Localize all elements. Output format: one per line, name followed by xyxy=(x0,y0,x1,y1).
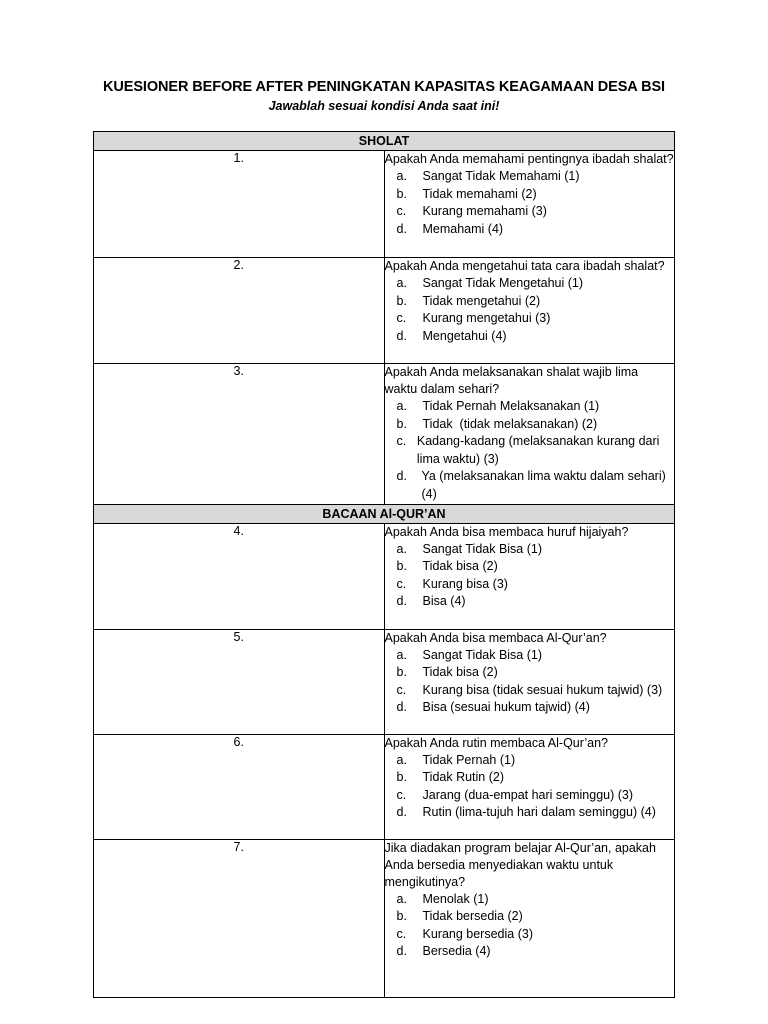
option-text: Tidak Pernah (1) xyxy=(422,752,516,767)
option-letter: b. xyxy=(396,416,407,431)
answer-option[interactable] xyxy=(385,804,675,822)
answer-option[interactable] xyxy=(385,221,675,239)
section-title: SHOLAT xyxy=(94,132,675,151)
question-text: Apakah Anda mengetahui tata cara ibadah shalat? xyxy=(384,259,665,273)
answer-option[interactable] xyxy=(385,293,675,311)
option-text: Sangat Tidak Bisa (1) xyxy=(422,647,543,662)
option-text: Ya (melaksanakan lima waktu dalam sehari) (4) xyxy=(421,469,666,501)
answer-option[interactable] xyxy=(385,468,675,503)
option-letter: a. xyxy=(396,541,407,556)
section-title: BACAAN Al-QUR’AN xyxy=(94,504,675,523)
question-text: Apakah Anda memahami pentingnya ibadah shalat? xyxy=(384,152,674,166)
answer-option[interactable] xyxy=(385,310,675,328)
question-number: 1. xyxy=(94,151,385,258)
option-letter: c. xyxy=(396,787,407,802)
section-header-bacaan-alquran xyxy=(94,504,675,523)
answer-option[interactable] xyxy=(385,558,675,576)
option-letter: c. xyxy=(396,576,407,591)
question-text: Apakah Anda bisa membaca Al-Qur’an? xyxy=(384,630,607,645)
answer-option[interactable] xyxy=(385,541,675,559)
option-letter: a. xyxy=(396,647,407,662)
question-text: Apakah Anda melaksanakan shalat wajib lima waktu dalam sehari? xyxy=(384,365,639,396)
option-letter: d. xyxy=(396,221,407,236)
option-text: Tidak mengetahui (2) xyxy=(422,293,541,308)
option-letter: d. xyxy=(396,805,407,820)
option-letter: b. xyxy=(396,293,407,308)
question-number: 2. xyxy=(94,258,385,364)
question-row xyxy=(94,734,675,839)
answer-option[interactable] xyxy=(385,576,675,594)
option-text: Sangat Tidak Bisa (1) xyxy=(422,541,543,556)
answer-option[interactable] xyxy=(385,926,675,944)
option-text: Kurang mengetahui (3) xyxy=(422,311,551,326)
question-cell xyxy=(384,629,675,734)
question-cell xyxy=(384,734,675,839)
question-text: Apakah Anda rutin membaca Al-Qur’an? xyxy=(384,735,609,750)
option-text: Tidak (tidak melaksanakan) (2) xyxy=(422,416,598,431)
option-text: Bersedia (4) xyxy=(422,944,491,959)
answer-option[interactable] xyxy=(385,328,675,346)
option-text: Kurang bisa (3) xyxy=(422,576,508,591)
answer-option[interactable] xyxy=(385,891,675,909)
question-cell xyxy=(384,839,675,997)
section-header-sholat xyxy=(94,132,675,151)
question-number: 3. xyxy=(94,364,385,505)
option-letter: d. xyxy=(396,700,407,715)
answer-option[interactable] xyxy=(385,275,675,293)
option-letter: c. xyxy=(396,926,407,941)
option-text: Menolak (1) xyxy=(422,891,489,906)
option-letter: a. xyxy=(396,276,407,290)
answer-option[interactable] xyxy=(385,416,675,434)
option-letter: b. xyxy=(396,770,407,785)
option-letter: d. xyxy=(396,469,407,484)
option-letter: d. xyxy=(396,328,407,343)
option-text: Tidak Rutin (2) xyxy=(422,770,505,785)
question-number: 4. xyxy=(94,523,385,629)
question-row xyxy=(94,523,675,629)
question-row xyxy=(94,151,675,258)
option-text: Jarang (dua-empat hari seminggu) (3) xyxy=(422,787,634,802)
option-text: Tidak bersedia (2) xyxy=(422,909,523,924)
option-letter: b. xyxy=(396,186,407,201)
question-row xyxy=(94,258,675,364)
answer-option[interactable] xyxy=(385,203,675,221)
option-text: Kadang-kadang (melaksanakan kurang dari lima waktu) (3) xyxy=(416,434,660,466)
question-number: 5. xyxy=(94,629,385,734)
answer-option[interactable] xyxy=(385,398,675,416)
option-text: Kurang bersedia (3) xyxy=(422,926,533,941)
option-text: Tidak bisa (2) xyxy=(422,665,498,680)
option-text: Tidak memahami (2) xyxy=(422,186,537,201)
document-title: KUESIONER BEFORE AFTER PENINGKATAN KAPASITAS KEAGAMAAN DESA BSI xyxy=(103,79,665,95)
question-number: 6. xyxy=(94,734,385,839)
option-text: Sangat Tidak Mengetahui (1) xyxy=(422,276,584,290)
answer-option[interactable] xyxy=(385,752,675,770)
document-subtitle: Jawablah sesuai kondisi Anda saat ini! xyxy=(268,99,500,113)
answer-option[interactable] xyxy=(385,787,675,805)
answer-option[interactable] xyxy=(385,699,675,717)
option-text: Bisa (sesuai hukum tajwid) (4) xyxy=(422,700,590,715)
option-letter: a. xyxy=(396,891,407,906)
option-text: Kurang memahami (3) xyxy=(422,204,547,219)
option-letter: a. xyxy=(396,169,407,183)
option-text: Tidak Pernah Melaksanakan (1) xyxy=(422,399,600,413)
option-letter: a. xyxy=(396,399,407,413)
option-letter: d. xyxy=(396,944,407,959)
question-text: Apakah Anda bisa membaca huruf hijaiyah? xyxy=(384,524,629,539)
questionnaire-table xyxy=(93,131,675,998)
option-letter: b. xyxy=(396,665,407,680)
option-letter: b. xyxy=(396,559,407,574)
question-number: 7. xyxy=(94,839,385,997)
question-cell xyxy=(384,258,675,364)
answer-option[interactable] xyxy=(385,943,675,961)
option-letter: b. xyxy=(396,909,407,924)
question-row xyxy=(94,629,675,734)
question-cell xyxy=(384,523,675,629)
option-text: Mengetahui (4) xyxy=(422,328,507,343)
answer-option[interactable] xyxy=(385,168,675,186)
option-text: Rutin (lima-tujuh hari dalam seminggu) (4) xyxy=(422,805,656,820)
option-letter: a. xyxy=(396,752,407,767)
option-letter: c. xyxy=(396,682,407,697)
question-cell xyxy=(384,364,675,505)
answer-option[interactable] xyxy=(385,647,675,665)
answer-option[interactable] xyxy=(385,769,675,787)
option-text: Memahami (4) xyxy=(422,221,504,236)
question-row xyxy=(94,364,675,505)
question-text: Jika diadakan program belajar Al-Qur’an, apakah Anda bersedia menyediakan waktu untuk mengikutinya? xyxy=(384,840,656,889)
option-text: Sangat Tidak Memahami (1) xyxy=(422,169,580,183)
answer-option[interactable] xyxy=(385,186,675,204)
answer-option[interactable] xyxy=(385,682,675,700)
option-letter: c. xyxy=(396,311,407,326)
option-text: Tidak bisa (2) xyxy=(422,559,498,574)
option-text: Bisa (4) xyxy=(422,594,466,609)
option-letter: c. xyxy=(396,434,407,449)
answer-option[interactable] xyxy=(385,593,675,611)
answer-option[interactable] xyxy=(385,664,675,682)
answer-option[interactable] xyxy=(385,433,675,468)
option-text: Kurang bisa (tidak sesuai hukum tajwid) (3) xyxy=(422,682,663,697)
option-letter: d. xyxy=(396,594,407,609)
option-letter: c. xyxy=(396,204,407,219)
answer-option[interactable] xyxy=(385,908,675,926)
question-row xyxy=(94,839,675,997)
question-cell xyxy=(384,151,675,258)
